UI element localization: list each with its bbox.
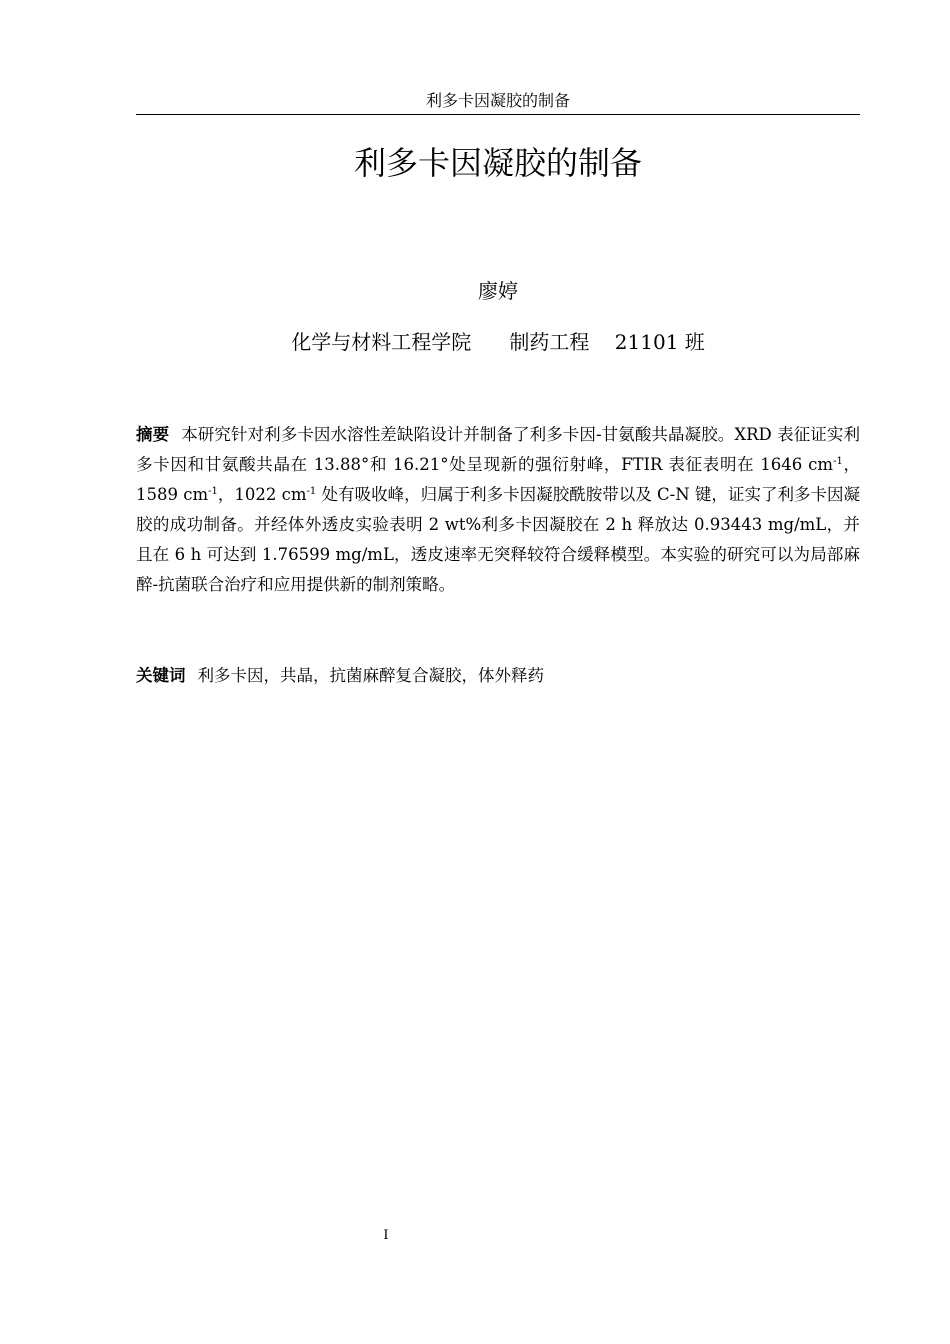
abstract-paragraph: [136, 420, 860, 600]
abstract-label: 摘要: [136, 425, 170, 444]
abstract-text-part2: ，1589 cm: [136, 455, 860, 504]
abstract-text-part4: 处有吸收峰，归属于利多卡因凝胶酰胺带以及 C-N 键，证实了利多卡因凝胶的成功制备。并经体外透皮实验表明 2 wt%利多卡因凝胶在 2 h 释放达 0.93443 mg/mL，并且在 6 h 可达到 1.76599 mg/mL，透皮速率无突释较符合缓释模型。本实验的研究可以为局部麻醉-抗菌联合治疗和应用提供新的制剂策略。: [136, 485, 861, 594]
abstract-text-part1: 本研究针对利多卡因水溶性差缺陷设计并制备了利多卡因-甘氨酸共晶凝胶。XRD 表征证实利多卡因和甘氨酸共晶在 13.88°和 16.21°处呈现新的强衍射峰，FTIR 表征表明在 1646 cm: [136, 425, 860, 474]
running-header: 利多卡因凝胶的制备: [425, 91, 570, 110]
author-name: 廖婷: [478, 279, 518, 303]
keywords-paragraph: [136, 661, 860, 691]
page-number: I: [383, 1228, 389, 1243]
author-affiliation: 化学与材料工程学院 制药工程 21101 班: [291, 330, 705, 354]
document-title: 利多卡因凝胶的制备: [353, 144, 642, 182]
abstract-sup2: -1: [208, 486, 218, 497]
keywords-text: 利多卡因，共晶，抗菌麻醉复合凝胶，体外释药: [197, 666, 544, 685]
abstract-sup1: -1: [833, 456, 843, 467]
keywords-label: 关键词: [136, 666, 186, 685]
header-rule: [136, 114, 860, 115]
abstract-sup3: -1: [306, 486, 317, 497]
abstract-text-part3: ，1022 cm: [217, 485, 307, 504]
